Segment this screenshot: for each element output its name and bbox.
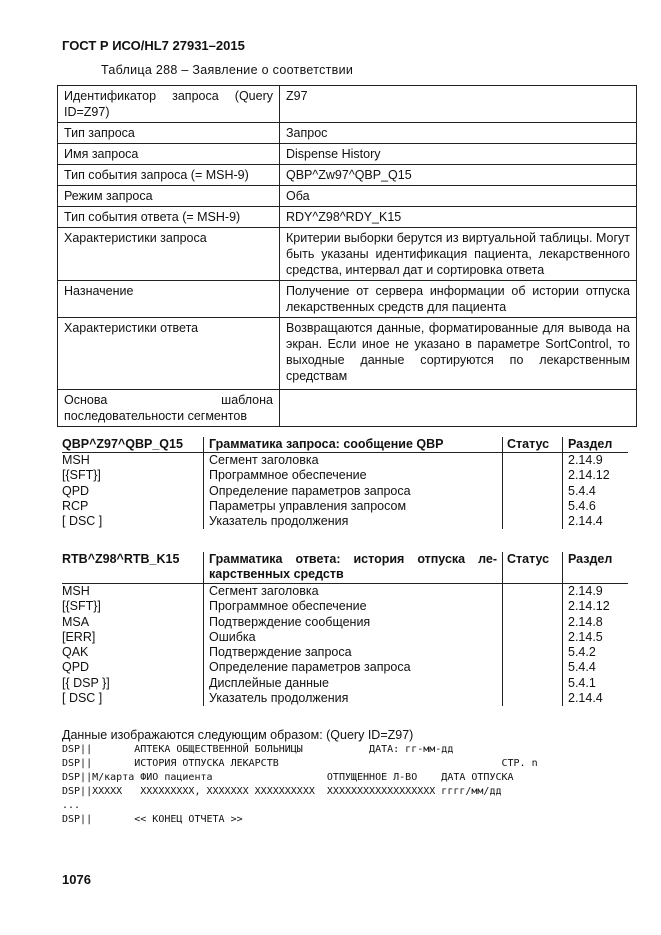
row-label: Тип запроса [64, 126, 135, 140]
grammar-row [62, 676, 628, 691]
row-label-cell [58, 86, 280, 123]
conformance-row [58, 165, 637, 186]
segment-code: QPD [62, 660, 90, 675]
query-grammar-table [62, 437, 628, 529]
segment-code: [{ DSP }] [62, 675, 110, 690]
row-label-cell [58, 318, 280, 390]
response-grammar-header [62, 552, 628, 584]
conformance-row [58, 281, 637, 318]
segment-description: Дисплейные данные [209, 675, 329, 690]
conformance-row [58, 123, 637, 144]
segment-code: RCP [62, 498, 89, 513]
segment-description: Программное обеспечение [209, 599, 367, 614]
segment-description: Программное обеспечение [209, 468, 367, 483]
status-header: Статус [507, 552, 550, 566]
status-header: Статус [507, 437, 550, 451]
grammar-row [62, 630, 628, 645]
conformance-row [58, 390, 637, 427]
segment-description: Определение параметров запроса [209, 483, 411, 498]
row-label: Назначение [64, 284, 134, 298]
row-label-cell [58, 165, 280, 186]
row-label: Характеристики ответа [64, 321, 199, 335]
example-line: DSP|| << КОНЕЦ ОТЧЕТА >> [62, 814, 243, 825]
conformance-row [58, 186, 637, 207]
segment-header: QBP^Z97^QBP_Q15 [62, 437, 183, 451]
grammar-row [62, 660, 628, 675]
row-label-cell [58, 281, 280, 318]
segment-description: Указатель продолжения [209, 691, 349, 706]
segment-section: 2.14.4 [568, 691, 603, 706]
segment-code: MSH [62, 584, 90, 598]
segment-code: QPD [62, 483, 90, 498]
segment-section: 5.4.6 [568, 498, 596, 513]
segment-code: [{SFT}] [62, 468, 101, 483]
row-value: RDY^Z98^RDY_K15 [280, 207, 637, 228]
standard-code: ГОСТ Р ИСО/HL7 27931–2015 [62, 38, 245, 53]
example-line: DSP|| ИСТОРИЯ ОТПУСКА ЛЕКАРСТВ СТР. n [62, 758, 538, 769]
grammar-row [62, 468, 628, 483]
conformance-row [58, 207, 637, 228]
example-intro: Данные изображаются следующим образом: (Query ID=Z97) [62, 728, 414, 742]
segment-header: RTB^Z98^RTB_K15 [62, 552, 180, 566]
segment-description: Ошибка [209, 629, 256, 644]
segment-section: 2.14.4 [568, 514, 603, 529]
segment-code: [ DSC ] [62, 514, 103, 529]
segment-section: 5.4.4 [568, 660, 596, 675]
page-number: 1076 [62, 872, 91, 887]
segment-section: 2.14.5 [568, 629, 603, 644]
conformance-row [58, 86, 637, 123]
example-line: DSP||XXXXX XXXXXXXXX, XXXXXXX XXXXXXXXXX XXXXXXXXXXXXXXXXXX гггг/мм/дд [62, 786, 502, 797]
row-label-cell [58, 390, 280, 427]
grammar-row [62, 484, 628, 499]
segment-section: 2.14.9 [568, 584, 603, 598]
grammar-row [62, 599, 628, 614]
segment-code: MSH [62, 453, 90, 467]
section-header: Раздел [568, 437, 613, 451]
segment-section: 5.4.1 [568, 675, 596, 690]
row-label-cell [58, 144, 280, 165]
row-value: QBP^Zw97^QBP_Q15 [280, 165, 637, 186]
table-caption: Таблица 288 – Заявление о соответствии [101, 63, 354, 77]
grammar-row [62, 499, 628, 514]
segment-section: 2.14.8 [568, 614, 603, 629]
row-label: Имя запроса [64, 147, 139, 161]
segment-description: Сегмент заголовка [209, 453, 319, 467]
row-value: Получение от сервера информации об истории отпуска лекарственных средств для пациента [280, 281, 637, 318]
grammar-row [62, 645, 628, 660]
segment-description: Указатель продолжения [209, 514, 349, 529]
segment-section: 2.14.12 [568, 599, 610, 614]
grammar-header [209, 552, 497, 583]
segment-section: 2.14.9 [568, 453, 603, 467]
conformance-row [58, 228, 637, 281]
row-value: Возвращаются данные, форматированные для вывода на экран. Если иное не указано в параметре SortControl, то выходные данные сортируются по лекарственным средствам [280, 318, 637, 390]
row-value [280, 390, 637, 427]
grammar-header: Грамматика запроса: сообщение QBP [209, 437, 444, 451]
row-label: Основа шаблона последовательности сегментов [64, 393, 273, 423]
row-value: Критерии выборки берутся из виртуальной таблицы. Могут быть указаны идентификация пациента, лекарственного средства, интервал дат и сортировка ответа [280, 228, 637, 281]
row-label-cell [58, 228, 280, 281]
example-line: DSP||М/карта ФИО пациента ОТПУЩЕННОЕ Л-ВО ДАТА ОТПУСКА [62, 772, 514, 783]
segment-description: Подтверждение запроса [209, 645, 352, 660]
grammar-row [62, 453, 628, 468]
segment-description: Параметры управления запросом [209, 498, 407, 513]
grammar-row [62, 691, 628, 706]
row-label: Тип события ответа (= MSH-9) [64, 210, 241, 224]
segment-section: 5.4.4 [568, 483, 596, 498]
conformance-table [57, 85, 637, 427]
grammar-header-line1: Грамматика ответа: история отпуска ле- [209, 552, 497, 566]
segment-description: Сегмент заголовка [209, 584, 319, 598]
conformance-row [58, 318, 637, 390]
example-line: ... [62, 800, 81, 811]
segment-description: Определение параметров запроса [209, 660, 411, 675]
segment-section: 2.14.12 [568, 468, 610, 483]
row-label: Режим запроса [64, 189, 153, 203]
row-label-cell [58, 123, 280, 144]
query-grammar-header [62, 437, 628, 453]
row-value: Z97 [280, 86, 637, 123]
conformance-row [58, 144, 637, 165]
row-value: Оба [280, 186, 637, 207]
row-label: Идентификатор запроса (Query ID=Z97) [64, 89, 273, 119]
example-line: DSP|| АПТЕКА ОБЩЕСТВЕННОЙ БОЛЬНИЦЫ ДАТА: гг-мм-дд [62, 744, 454, 755]
row-label-cell [58, 207, 280, 228]
section-header: Раздел [568, 552, 613, 566]
row-label-cell [58, 186, 280, 207]
row-value: Dispense History [280, 144, 637, 165]
segment-description: Подтверждение сообщения [209, 614, 371, 629]
grammar-row [62, 584, 628, 599]
segment-code: [ERR] [62, 629, 96, 644]
row-value: Запрос [280, 123, 637, 144]
segment-code: [ DSC ] [62, 691, 103, 706]
grammar-row [62, 514, 628, 529]
segment-code: [{SFT}] [62, 599, 101, 614]
grammar-header-line2: карственных средств [209, 567, 344, 582]
segment-code: MSA [62, 614, 90, 629]
row-label: Тип события запроса (= MSH-9) [64, 168, 249, 182]
response-grammar-table [62, 552, 628, 706]
segment-code: QAK [62, 645, 89, 660]
row-label: Характеристики запроса [64, 231, 207, 245]
segment-section: 5.4.2 [568, 645, 596, 660]
grammar-row [62, 615, 628, 630]
